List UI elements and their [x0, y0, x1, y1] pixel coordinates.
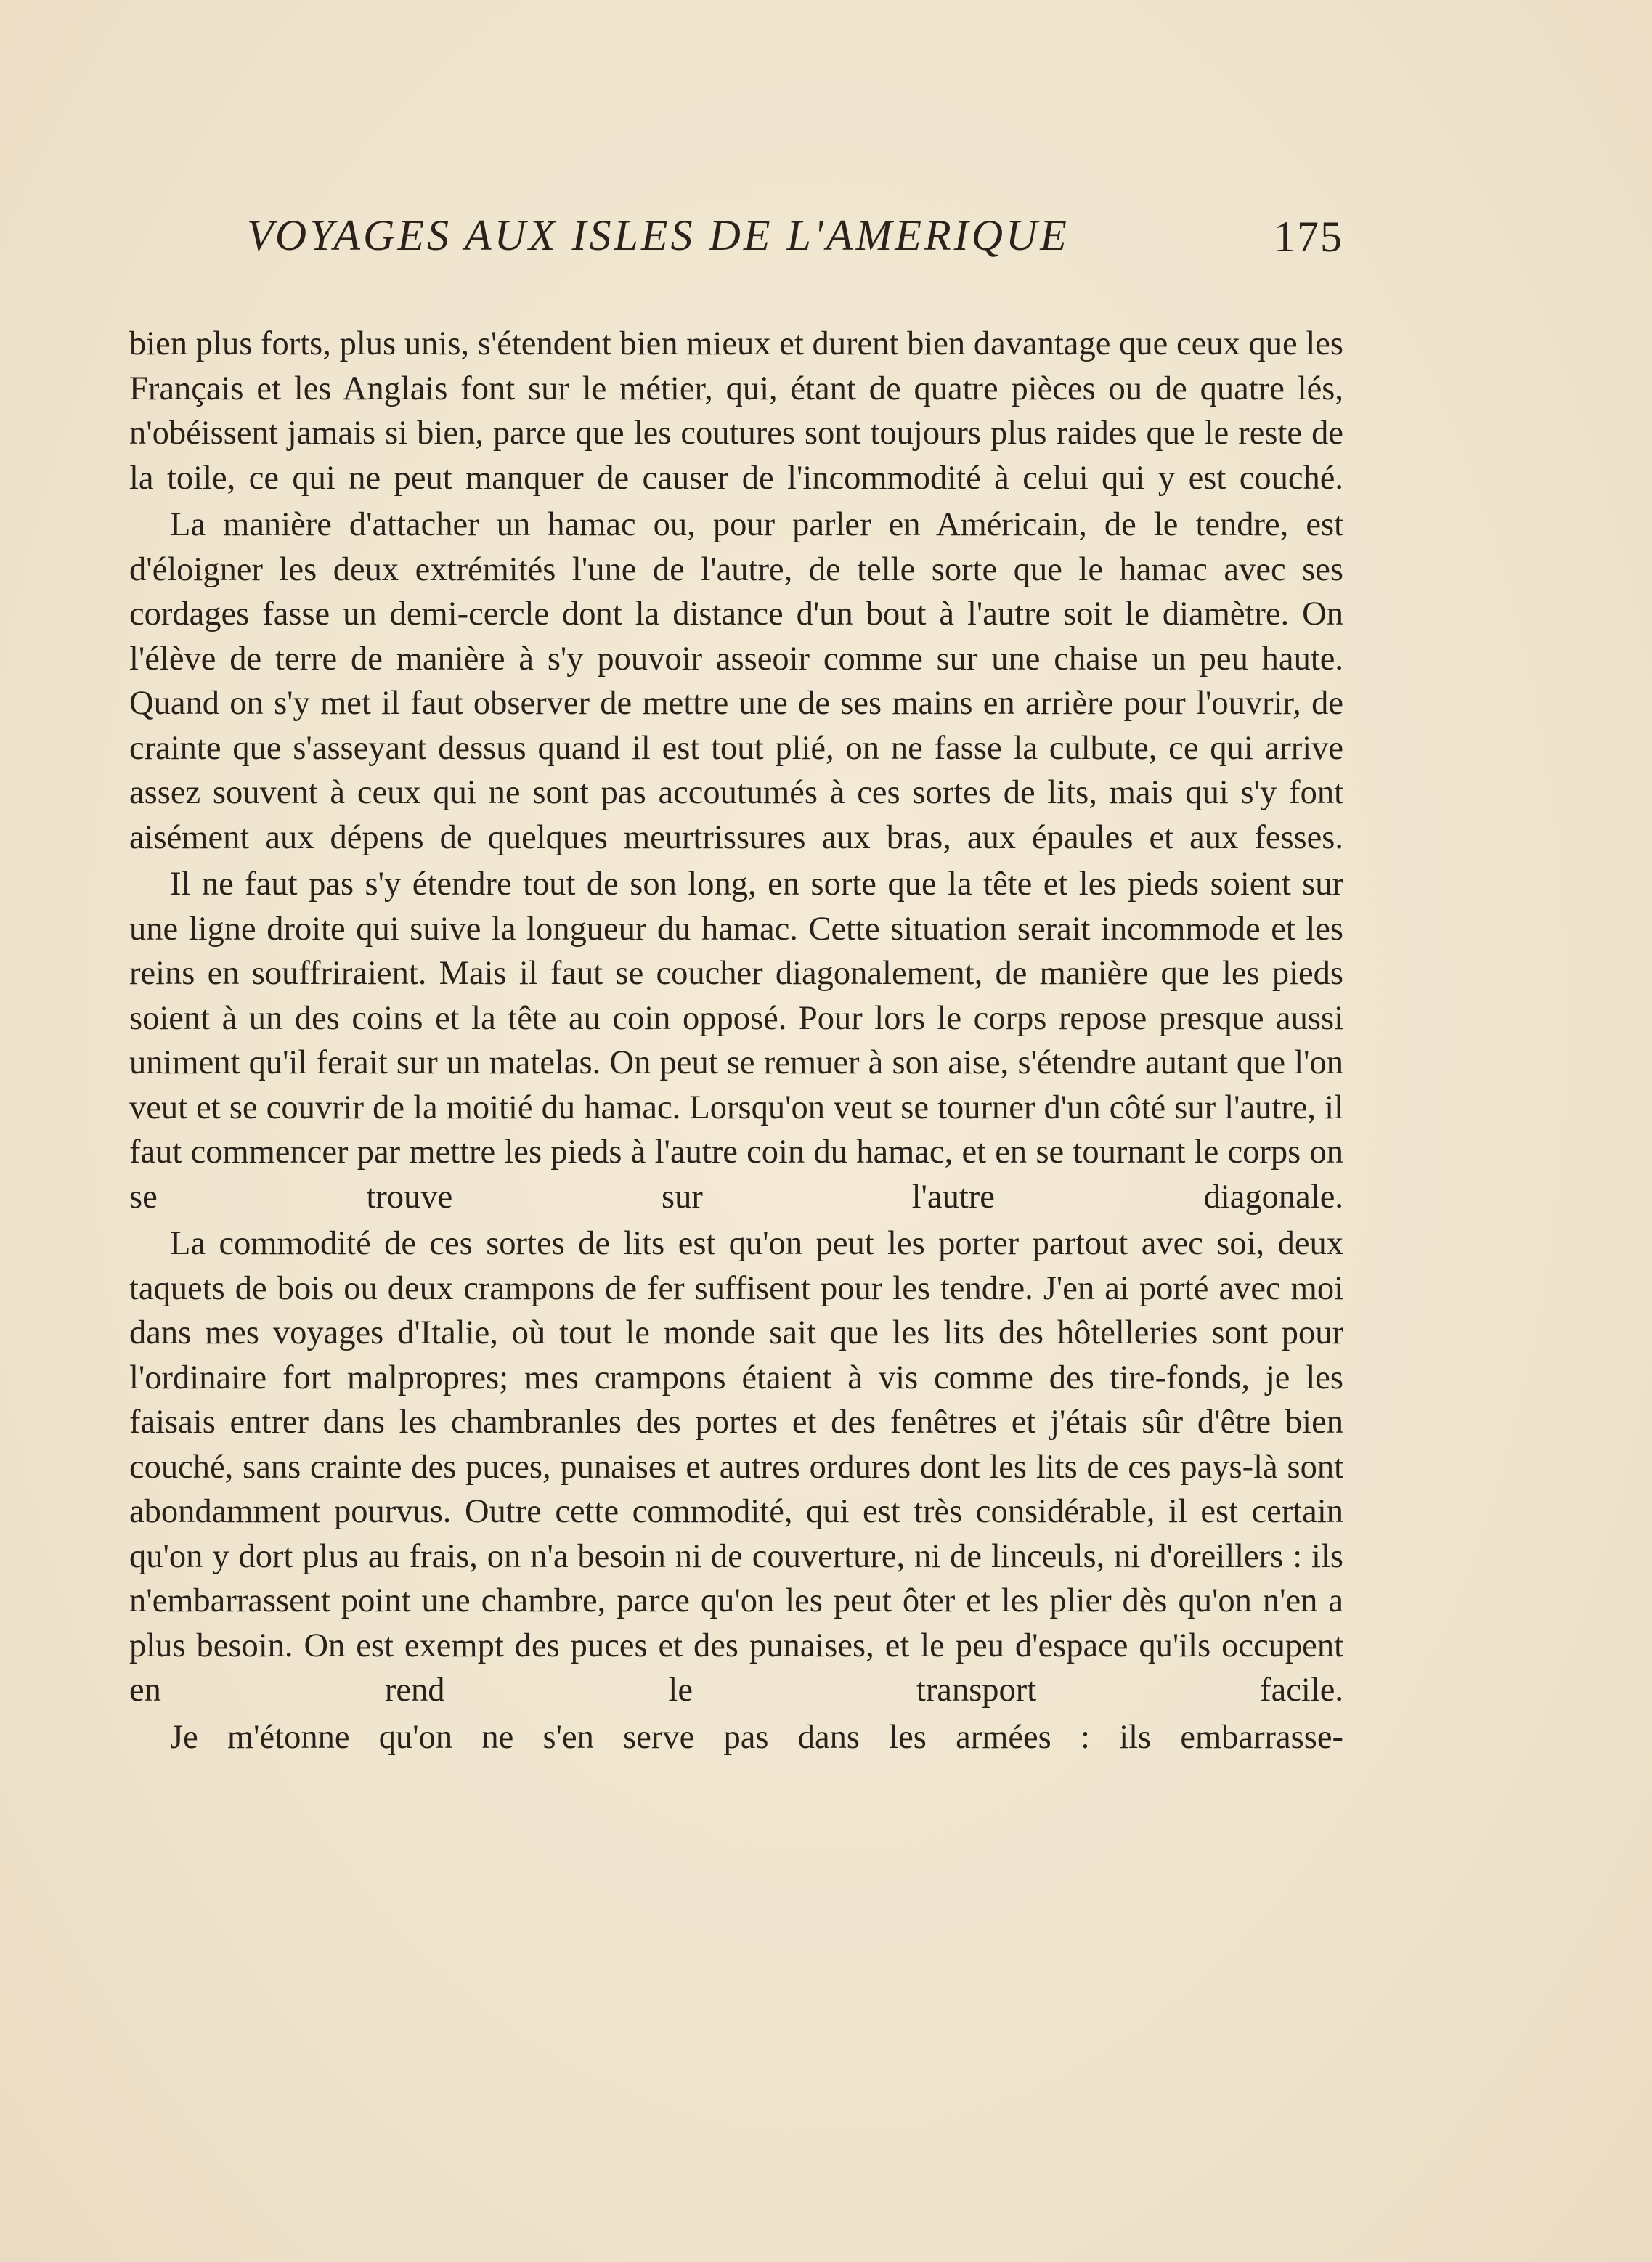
- paragraph-1: bien plus forts, plus unis, s'étendent bien mieux et durent bien davantage que ceux que les Français et les Anglais font sur le métier, qui, étant de quatre pièces ou de quatre lés, n'obéissent jamais si bien, parce que les coutures sont toujours plus raides que le reste de la toile, ce qui ne peut manquer de causer de l'incommodité à celui qui y est couché.: [129, 325, 1343, 497]
- page-number: 175: [1274, 213, 1343, 261]
- paragraph-3: Il ne faut pas s'y étendre tout de son long, en sorte que la tête et les pieds soient sur une ligne droite qui suive la longueur du hamac. Cette situation serait incommode et les reins en souffriraient. Mais il faut se coucher diagonalement, de manière que les pieds soient à un des coins et la tête au coin opposé. Pour lors le corps repose presque aussi uniment qu'il ferait sur un matelas. On peut se remuer à son aise, s'étendre autant que l'on veut et se couvrir de la moitié du hamac. Lorsqu'on veut se tourner d'un côté sur l'autre, il faut commencer par mettre les pieds à l'autre coin du hamac, et en se tournant le corps on se trouve sur l'autre diagonale.: [129, 866, 1343, 1216]
- running-title: VOYAGES AUX ISLES DE L'AMERIQUE: [247, 211, 1070, 259]
- page-body: [129, 322, 1343, 1762]
- paragraph-4: La commodité de ces sortes de lits est qu'on peut les porter partout avec soi, deux taquets de bois ou deux crampons de fer suffisent pour les tendre. J'en ai porté avec moi dans mes voyages d'Italie, où tout le monde sait que les lits des hôtelleries sont pour l'ordinaire fort malpropres; mes crampons étaient à vis comme des tire-fonds, je les faisais entrer dans les chambranles des portes et des fenêtres et j'étais sûr d'être bien couché, sans crainte des puces, punaises et autres ordures dont les lits de ces pays-là sont abondamment pourvus. Outre cette commodité, qui est très considérable, il est certain qu'on y dort plus au frais, on n'a besoin ni de couverture, ni de linceuls, ni d'oreillers : ils n'embarrassent point une chambre, parce qu'on les peut ôter et les plier dès qu'on n'en a plus besoin. On est exempt des puces et des punaises, et le peu d'espace qu'ils occupent en rend le transport facile.: [129, 1225, 1343, 1709]
- page-header: [247, 211, 1343, 283]
- paragraph-2: La manière d'attacher un hamac ou, pour parler en Américain, de le tendre, est d'éloigner les deux extrémités l'une de l'autre, de telle sorte que le hamac avec ses cordages fasse un demi-cercle dont la distance d'un bout à l'autre soit le diamètre. On l'élève de terre de manière à s'y pouvoir asseoir comme sur une chaise un peu haute. Quand on s'y met il faut observer de mettre une de ses mains en arrière pour l'ouvrir, de crainte que s'asseyant dessus quand il est tout plié, on ne fasse la culbute, ce qui arrive assez souvent à ceux qui ne sont pas accoutumés à ces sortes de lits, mais qui s'y font aisément aux dépens de quelques meurtrissures aux bras, aux épaules et aux fesses.: [129, 506, 1343, 856]
- paragraph-5: Je m'étonne qu'on ne s'en serve pas dans les armées : ils embarrasse-: [170, 1718, 1343, 1756]
